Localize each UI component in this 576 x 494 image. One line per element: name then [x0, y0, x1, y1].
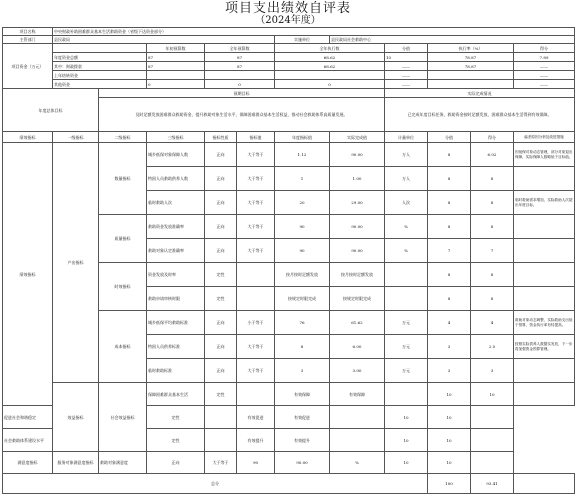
indicator-name: 救助资金发放准确率	[147, 215, 205, 239]
level3-quantity: 数量指标	[99, 143, 147, 215]
indicator-score: 8	[428, 287, 471, 311]
indicator-actual: 29.00	[330, 191, 385, 215]
indicator-op: 大于等于	[237, 239, 275, 263]
funds-cell: ——	[385, 80, 428, 89]
funds-row-label: 其他资金	[53, 80, 147, 89]
project-label: 项目名称	[3, 28, 53, 36]
indicator-name: 临时救助标准	[147, 359, 205, 383]
funds-cell: 68.62	[275, 53, 385, 62]
indicator-target: 90	[275, 239, 330, 263]
level3-time: 时效指标	[99, 263, 147, 311]
funds-header: 年初预算数	[147, 44, 205, 53]
indicator-note: 临时救助需求增加，实际救助人次超出年度目标。	[514, 191, 575, 215]
indicator-actual: 按月按时足额发放	[330, 263, 385, 287]
funds-cell: 87	[205, 62, 275, 71]
indicator-note	[514, 215, 575, 239]
indicator-name: 临时救助人次	[147, 191, 205, 215]
indicator-actual: 3.00	[330, 359, 385, 383]
column-header: 指标性质	[205, 132, 237, 143]
indicator-note	[471, 452, 514, 474]
funds-row	[3, 71, 575, 80]
column-header: 指标值	[237, 132, 275, 143]
indicator-unit: %	[385, 239, 428, 263]
indicator-unit: 万元	[385, 335, 428, 359]
indicator-got: 10	[428, 406, 471, 429]
column-header: 实际完成值	[330, 132, 385, 143]
department-value: 县民政局	[53, 36, 275, 44]
indicator-score: 3	[428, 359, 471, 383]
indicator-nature: 正向	[205, 191, 237, 215]
indicator-note	[514, 287, 575, 311]
indicator-target: 按规定时限完成	[275, 287, 330, 311]
indicator-score: 10	[385, 452, 428, 474]
indicator-note	[471, 406, 514, 429]
indicator-unit	[330, 429, 385, 452]
indicator-op: 小于等于	[237, 311, 275, 335]
indicator-unit: 万元	[385, 359, 428, 383]
indicator-unit: 人次	[385, 191, 428, 215]
indicator-nature: 正向	[205, 359, 237, 383]
indicator-target: 有效提升	[237, 429, 275, 452]
level2-output: 产出指标	[53, 143, 99, 383]
indicator-actual: 90.00	[330, 143, 385, 167]
project-row	[3, 28, 575, 36]
funds-cell: 68.62	[275, 62, 385, 71]
indicator-note	[514, 359, 575, 383]
indicator-score: 8	[428, 263, 471, 287]
indicator-target: 76	[275, 311, 330, 335]
indicator-got: 10	[428, 452, 471, 474]
funds-header: 全年执行数	[275, 44, 385, 53]
indicator-row	[3, 452, 575, 474]
indicator-op: 大于等于	[237, 359, 275, 383]
column-header: 分值	[428, 132, 471, 143]
indicator-target: 90	[237, 452, 275, 474]
indicator-header-row	[3, 132, 575, 143]
indicator-score: 3	[428, 335, 471, 359]
indicator-target: 按月按时足额发放	[275, 263, 330, 287]
indicator-op: 大于等于	[237, 335, 275, 359]
indicator-got: 7	[471, 239, 514, 263]
indicator-score: 8	[428, 167, 471, 191]
indicator-unit: 万元	[385, 311, 428, 335]
funds-row-label: 年度资金总额	[53, 53, 147, 62]
column-header: 年度指标值	[275, 132, 330, 143]
funds-cell	[428, 80, 514, 89]
indicator-name: 社会救助体系建设水平	[3, 429, 53, 452]
indicator-actual: 有效保障	[330, 383, 385, 406]
funds-row	[3, 62, 575, 71]
indicator-op: 大于等于	[205, 452, 237, 474]
funds-cell: 0	[275, 80, 385, 89]
department-row	[3, 36, 575, 44]
funds-cell	[428, 71, 514, 80]
indicator-nature: 定性	[205, 383, 237, 406]
indicator-target: 有效促进	[237, 406, 275, 429]
indicator-target: 90	[275, 215, 330, 239]
indicator-target: 1.12	[275, 143, 330, 167]
expected-header: 预期目标	[99, 89, 385, 98]
column-header: 偏差原因分析及改进措施	[514, 132, 575, 143]
indicator-name: 资金发放及时率	[147, 263, 205, 287]
indicator-score: 8	[428, 215, 471, 239]
indicator-nature: 定性	[205, 287, 237, 311]
indicator-got: 10	[428, 429, 471, 452]
indicator-unit: %	[330, 452, 385, 474]
indicator-name: 救助对象满意度	[99, 452, 147, 474]
funds-cell: 87	[147, 53, 205, 62]
unit-label: 实施单位	[275, 36, 330, 44]
column-header: 三级指标	[147, 132, 205, 143]
indicator-actual: 90.00	[275, 452, 330, 474]
funds-cell: 78.87	[428, 53, 514, 62]
indicator-score: 4	[428, 311, 471, 335]
document-year: （2024年度）	[255, 15, 321, 26]
indicator-got: 8	[471, 167, 514, 191]
indicator-note: 救助对象动态调整，实际救助支出低于预算，资金执行率有待提高。	[514, 311, 575, 335]
expected-goal: 及时足额发放困难群众救助资金，提升救助对象生活水平，保障困难群众基本生活权益，推动社会救助体系高质量发展。	[99, 98, 385, 132]
indicator-actual: 90.00	[330, 215, 385, 239]
indicator-name: 保障困难群众基本生活	[147, 383, 205, 406]
funds-cell: 0	[205, 80, 275, 89]
level3-satis: 服务对象满意度指标	[53, 452, 99, 474]
indicator-unit: %	[385, 215, 428, 239]
indicator-got: 10	[471, 383, 514, 406]
indicator-nature: 正向	[205, 335, 237, 359]
indicator-score: 7	[428, 239, 471, 263]
funds-header: 得分	[514, 44, 575, 53]
indicator-score: 10	[385, 406, 428, 429]
indicator-score: 10	[385, 429, 428, 452]
total-label: 总分	[3, 474, 428, 494]
indicator-name: 救助对象认定准确率	[147, 239, 205, 263]
funds-cell	[205, 71, 275, 80]
indicator-got: 8	[471, 191, 514, 215]
funds-cell: 87	[205, 53, 275, 62]
indicator-score: 8	[428, 143, 471, 167]
project-name: 中央财政补助困难群众基本生活救助资金（省级下达资金部分）	[53, 28, 575, 36]
funds-cell: 87	[147, 62, 205, 71]
total-row	[3, 474, 575, 494]
indicator-name: 救助申请审核时限	[147, 287, 205, 311]
indicator-nature: 正向	[205, 167, 237, 191]
indicator-got: 4	[471, 311, 514, 335]
funds-cell: 10	[385, 53, 428, 62]
funds-cell: ——	[385, 62, 428, 71]
indicator-op	[237, 263, 275, 287]
level3-social: 社会效益指标	[99, 383, 147, 452]
indicator-unit	[385, 383, 428, 406]
funds-cell	[275, 71, 385, 80]
indicator-actual: 有效提升	[275, 429, 330, 452]
goals-label: 年度总体目标	[3, 89, 99, 132]
funds-cell: 7.89	[514, 53, 575, 62]
indicator-op: 大于等于	[237, 191, 275, 215]
indicator-nature: 正向	[205, 311, 237, 335]
level2-effect: 效益指标	[53, 383, 99, 452]
indicator-actual: 6.00	[330, 335, 385, 359]
indicator-nature: 正向	[205, 215, 237, 239]
funds-header-row	[3, 44, 575, 53]
indicator-name: 特困人员供养标准	[147, 335, 205, 359]
indicator-got: 3	[471, 359, 514, 383]
level3-cost: 成本指标	[99, 311, 147, 383]
funds-row	[3, 80, 575, 89]
total-got: 93.41	[471, 474, 514, 494]
indicator-note	[471, 429, 514, 452]
indicator-target: 20	[275, 191, 330, 215]
indicator-nature: 正向	[205, 239, 237, 263]
level3-quality: 质量指标	[99, 215, 147, 263]
indicator-note	[514, 263, 575, 287]
funds-row-label: 其中：财政拨款	[53, 62, 147, 71]
column-header: 计量单位	[385, 132, 428, 143]
indicator-got: 6.02	[471, 143, 514, 167]
indicator-unit: 万人	[385, 167, 428, 191]
evaluation-table	[2, 27, 575, 494]
column-header: 二级指标	[99, 132, 147, 143]
funds-header: 执行率（%）	[428, 44, 514, 53]
indicator-target: 8	[275, 335, 330, 359]
funds-cell: ——	[385, 71, 428, 80]
indicator-note	[514, 383, 575, 406]
indicator-op: 大于等于	[237, 143, 275, 167]
funds-row-label: 上年结转资金	[53, 71, 147, 80]
indicator-op: 大于等于	[237, 167, 275, 191]
indicator-score: 10	[428, 383, 471, 406]
indicator-got: 2.5	[471, 335, 514, 359]
actual-header: 实际完成情况	[385, 89, 575, 98]
indicator-op	[237, 383, 275, 406]
indicator-nature: 正向	[147, 452, 205, 474]
column-header: 得分	[471, 132, 514, 143]
indicator-name: 城乡低保对象保障人数	[147, 143, 205, 167]
indicator-actual: 61.62	[330, 311, 385, 335]
funds-row	[3, 53, 575, 62]
funds-cell: ——	[514, 62, 575, 71]
indicator-unit: 万人	[385, 143, 428, 167]
indicator-got: 8	[471, 287, 514, 311]
indicator-got: 8	[471, 215, 514, 239]
indicator-unit	[385, 287, 428, 311]
unit-value: 县民政局社会救助中心	[330, 36, 575, 44]
indicator-actual: 1.00	[330, 167, 385, 191]
indicator-name: 促进社会和谐稳定	[3, 406, 53, 429]
indicator-name: 特困人员救助供养人数	[147, 167, 205, 191]
funds-cell	[147, 71, 205, 80]
indicator-note: 因低保对象动态管理，部分对象退出保障，实际保障人数略低于目标值。	[514, 143, 575, 167]
indicator-note: 按照实际供养人数据实发放，下一步将加强资金预算管理。	[514, 335, 575, 359]
indicator-actual: 90.00	[330, 239, 385, 263]
indicator-unit	[385, 263, 428, 287]
indicator-name: 城乡低保平均救助标准	[147, 311, 205, 335]
indicator-op	[205, 406, 237, 429]
actual-goal: 已完成年度目标任务，救助资金按时足额发放，困难群众基本生活得到有效保障。	[385, 98, 575, 132]
goals-header-row	[3, 89, 575, 98]
indicator-target: 3	[275, 359, 330, 383]
indicator-target: 有效保障	[275, 383, 330, 406]
indicator-actual: 有效促进	[275, 406, 330, 429]
indicator-op: 大于等于	[237, 215, 275, 239]
level1-performance: 绩效指标	[3, 143, 53, 406]
funds-cell: 78.87	[428, 62, 514, 71]
indicator-op	[237, 287, 275, 311]
funds-header: 全年预算数	[205, 44, 275, 53]
indicator-row	[3, 143, 575, 167]
indicator-nature: 定性	[147, 406, 205, 429]
funds-cell: 0	[147, 80, 205, 89]
indicator-actual: 按规定时限完成	[330, 287, 385, 311]
indicator-nature: 定性	[205, 263, 237, 287]
indicator-nature: 正向	[205, 143, 237, 167]
level1-satisfaction: 满意度指标	[3, 452, 53, 474]
total-score: 100	[428, 474, 471, 494]
indicator-op	[205, 429, 237, 452]
indicator-note	[514, 167, 575, 191]
indicator-target: 1	[275, 167, 330, 191]
funds-cell: ——	[514, 80, 575, 89]
indicator-score: 8	[428, 191, 471, 215]
column-header: 一级指标	[53, 132, 99, 143]
indicator-note	[514, 239, 575, 263]
funds-cell: ——	[514, 71, 575, 80]
funds-header: 分值	[385, 44, 428, 53]
document-title: 项目支出绩效自评表	[224, 1, 351, 16]
indicator-unit	[330, 406, 385, 429]
funds-label: 项目资金（万元）	[3, 44, 53, 89]
column-header: 绩效指标	[3, 132, 53, 143]
department-label: 主管部门	[3, 36, 53, 44]
indicator-row	[3, 383, 575, 406]
indicator-nature: 定性	[147, 429, 205, 452]
indicator-got: 8	[471, 263, 514, 287]
